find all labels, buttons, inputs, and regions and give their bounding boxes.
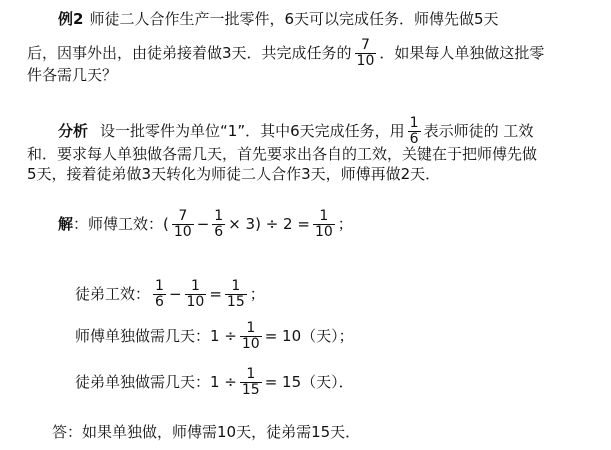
- problem-text-1: 师徒二人合作生产一批零件，6天可以完成任务．师傅先做5天: [89, 10, 499, 28]
- row1-text: 师傅工效：(: [88, 215, 169, 233]
- analysis-line-3: [27, 165, 440, 183]
- fraction-1-15-row2: $\frac{1}{15}$: [226, 277, 245, 310]
- row2-text: 徒弟工效：: [75, 285, 151, 303]
- problem-line-2: [27, 38, 544, 68]
- row1-rest: × 3) ÷ 2 =: [228, 215, 310, 233]
- analysis-text-1b: 表示师徒的 工效: [423, 122, 534, 140]
- problem-text-2a: 后，因事外出，由徒弟接着做3天．共完成任务的: [27, 44, 352, 62]
- row1-minus: −: [196, 215, 210, 233]
- analysis-line-1: [58, 116, 533, 146]
- row3-text: 师傅单独做需几天：1 ÷: [75, 327, 237, 345]
- fraction-7-10-row1: $\frac{7}{10}$: [173, 207, 192, 240]
- solution-row-4: [75, 364, 354, 400]
- analysis-text-2: 和．要求每人单独做各需几天，首先要求出各自的工效，关键在于把师傅先做: [27, 145, 538, 163]
- row2-eq: =: [209, 285, 222, 303]
- row3-rest: = 10（天）；: [264, 327, 354, 345]
- row1-end: ；: [337, 215, 353, 233]
- analysis-label: 分析: [58, 122, 89, 140]
- fraction-1-10-row2: $\frac{1}{10}$: [186, 277, 205, 310]
- solution-row-2: [75, 276, 265, 312]
- row4-rest: = 15（天）．: [264, 373, 354, 391]
- answer-line: [52, 423, 360, 441]
- problem-text-3: 件各需几天？: [27, 66, 118, 84]
- fraction-1-10-row1: $\frac{1}{10}$: [314, 207, 333, 240]
- answer-text: 答：如果单独做，师傅需10天，徒弟需15天．: [52, 423, 361, 441]
- fraction-1-10-row3: $\frac{1}{10}$: [241, 319, 260, 352]
- problem-label: 例2: [58, 10, 84, 28]
- row2-end: ；: [249, 285, 265, 303]
- solution-row-3: [75, 318, 354, 354]
- row2-minus: −: [168, 285, 182, 303]
- fraction-1-6-row2: $\frac{1}{6}$: [155, 277, 164, 310]
- solution-colon: ：: [73, 215, 89, 233]
- fraction-1-6-row1: $\frac{1}{6}$: [214, 207, 224, 240]
- problem-line-3: [27, 66, 117, 84]
- problem-text-2b: ．如果每人单独做这批零: [379, 44, 545, 62]
- row4-text: 徒弟单独做需几天：1 ÷: [75, 373, 237, 391]
- analysis-text-1a: 设一批零件为单位“1”．其中6天完成任务，用: [100, 122, 405, 140]
- solution-row-1: [58, 206, 353, 242]
- problem-line-1: [58, 10, 499, 28]
- analysis-line-2: [27, 145, 537, 163]
- analysis-text-3: 5天，接着徒弟做3天转化为师徒二人合作3天，师傅再做2天．: [27, 165, 441, 183]
- solution-label: 解: [58, 215, 74, 233]
- fraction-1-6: $\frac{1}{6}$: [409, 114, 419, 147]
- fraction-1-15-row4: $\frac{1}{15}$: [241, 365, 260, 398]
- fraction-7-10: $\frac{7}{10}$: [356, 36, 375, 69]
